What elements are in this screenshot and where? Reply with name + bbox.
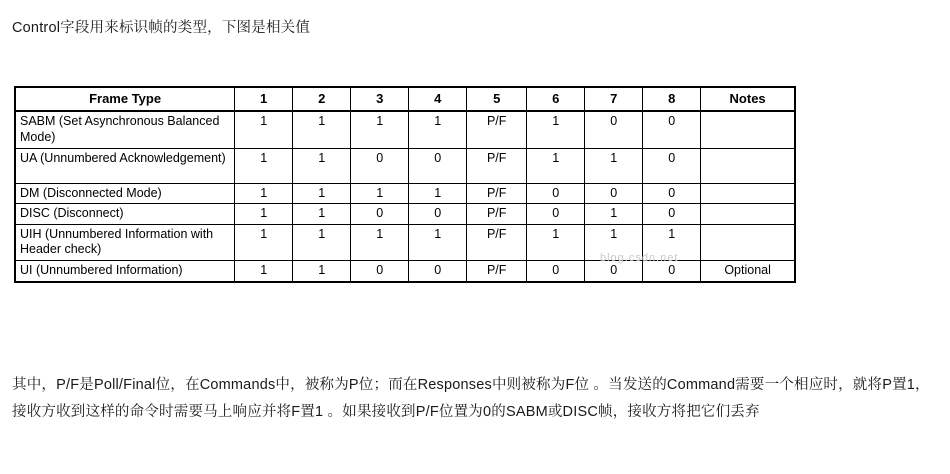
column-header-bit-7: 7: [585, 87, 643, 111]
column-header-bit-4: 4: [409, 87, 467, 111]
table-row: [15, 204, 795, 225]
table-row: [15, 111, 795, 148]
cell-notes: [701, 224, 795, 260]
cell-frame-type: SABM (Set Asynchronous Balanced Mode): [15, 111, 235, 148]
cell-bit-5: P/F: [467, 148, 527, 183]
cell-bit-5: P/F: [467, 204, 527, 225]
cell-bit-7: 0: [585, 111, 643, 148]
cell-bit-2: 1: [293, 183, 351, 204]
column-header-notes: Notes: [701, 87, 795, 111]
cell-bit-3: 0: [351, 148, 409, 183]
body-paragraph: 其中，P/F是Poll/Final位，在Commands中，被称为P位；而在Responses中则被称为F位 。当发送的Command需要一个相应时，就将P置1，接收方收到这样的命令时需要马上响应并将F置1 。如果接收到P/F位置为0的SABM或DISC帧，接收方将把它们丢弃: [12, 377, 930, 420]
frame-type-table: [14, 86, 796, 283]
cell-bit-1: 1: [235, 183, 293, 204]
cell-frame-type: UI (Unnumbered Information): [15, 261, 235, 282]
cell-bit-8: 0: [643, 148, 701, 183]
cell-bit-2: 1: [293, 261, 351, 282]
table-row: [15, 261, 795, 282]
cell-bit-7: 1: [585, 224, 643, 260]
cell-bit-6: 1: [527, 111, 585, 148]
column-header-bit-5: 5: [467, 87, 527, 111]
table-row: [15, 148, 795, 183]
column-header-bit-2: 2: [293, 87, 351, 111]
cell-frame-type: UA (Unnumbered Acknowledgement): [15, 148, 235, 183]
cell-bit-2: 1: [293, 224, 351, 260]
cell-bit-8: 0: [643, 111, 701, 148]
cell-frame-type: UIH (Unnumbered Information with Header check): [15, 224, 235, 260]
table-header: [15, 87, 795, 111]
column-header-frame-type: Frame Type: [15, 87, 235, 111]
table-row: [15, 224, 795, 260]
cell-bit-6: 1: [527, 224, 585, 260]
cell-bit-1: 1: [235, 148, 293, 183]
cell-bit-5: P/F: [467, 183, 527, 204]
column-header-bit-6: 6: [527, 87, 585, 111]
cell-bit-3: 0: [351, 204, 409, 225]
cell-bit-1: 1: [235, 204, 293, 225]
cell-bit-4: 0: [409, 204, 467, 225]
cell-bit-1: 1: [235, 224, 293, 260]
table-row: [15, 183, 795, 204]
cell-bit-3: 1: [351, 183, 409, 204]
cell-bit-4: 1: [409, 183, 467, 204]
cell-notes: Optional: [701, 261, 795, 282]
cell-bit-8: 0: [643, 261, 701, 282]
cell-bit-7: 1: [585, 148, 643, 183]
cell-bit-2: 1: [293, 148, 351, 183]
cell-notes: [701, 183, 795, 204]
column-header-bit-1: 1: [235, 87, 293, 111]
cell-bit-6: 0: [527, 261, 585, 282]
cell-bit-8: 0: [643, 204, 701, 225]
cell-notes: [701, 111, 795, 148]
watermark-text: blog.csdn.net: [600, 252, 679, 264]
cell-bit-6: 1: [527, 148, 585, 183]
intro-paragraph: Control字段用来标识帧的类型，下图是相关值: [12, 20, 311, 36]
cell-bit-1: 1: [235, 261, 293, 282]
cell-bit-4: 1: [409, 224, 467, 260]
cell-notes: [701, 148, 795, 183]
cell-bit-7: 0: [585, 183, 643, 204]
cell-bit-4: 1: [409, 111, 467, 148]
cell-bit-3: 1: [351, 224, 409, 260]
cell-frame-type: DM (Disconnected Mode): [15, 183, 235, 204]
cell-notes: [701, 204, 795, 225]
cell-frame-type: DISC (Disconnect): [15, 204, 235, 225]
table-header-row: [15, 87, 795, 111]
cell-bit-4: 0: [409, 261, 467, 282]
column-header-bit-3: 3: [351, 87, 409, 111]
frame-type-table-container: [14, 86, 796, 283]
cell-bit-1: 1: [235, 111, 293, 148]
column-header-bit-8: 8: [643, 87, 701, 111]
cell-bit-3: 0: [351, 261, 409, 282]
cell-bit-5: P/F: [467, 261, 527, 282]
cell-bit-5: P/F: [467, 224, 527, 260]
cell-bit-2: 1: [293, 204, 351, 225]
cell-bit-8: 1: [643, 224, 701, 260]
cell-bit-7: 1: [585, 204, 643, 225]
cell-bit-2: 1: [293, 111, 351, 148]
table-body: [15, 111, 795, 281]
cell-bit-7: 0: [585, 261, 643, 282]
cell-bit-5: P/F: [467, 111, 527, 148]
cell-bit-6: 0: [527, 204, 585, 225]
cell-bit-3: 1: [351, 111, 409, 148]
cell-bit-6: 0: [527, 183, 585, 204]
cell-bit-8: 0: [643, 183, 701, 204]
cell-bit-4: 0: [409, 148, 467, 183]
